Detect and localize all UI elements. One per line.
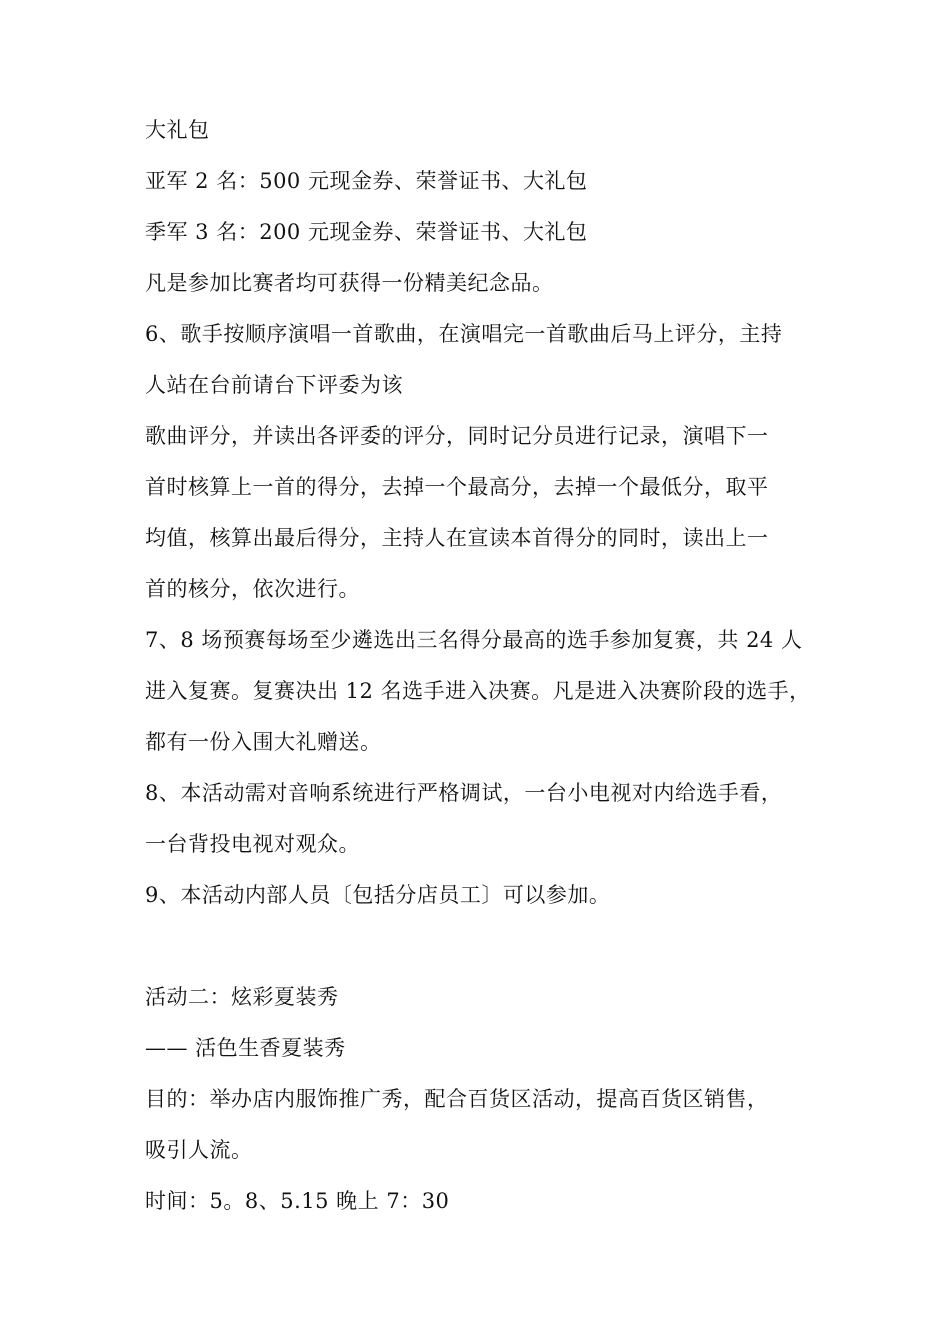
text-line: 凡是参加比赛者均可获得一份精美纪念品。 (145, 271, 554, 295)
section-subheading: —— 活色生香夏装秀 (145, 1036, 346, 1060)
text-line: 一台背投电视对观众。 (145, 832, 360, 856)
text-line: 首时核算上一首的得分，去掉一个最高分，去掉一个最低分，取平 (145, 475, 769, 499)
section-heading: 活动二：炫彩夏装秀 (145, 985, 339, 1009)
text-line: 进入复赛。复赛决出 12 名选手进入决赛。凡是进入决赛阶段的选手， (145, 679, 811, 703)
text-line: 都有一份入围大礼赠送。 (145, 730, 382, 754)
text-line: 8、本活动需对音响系统进行严格调试，一台小电视对内给选手看， (145, 781, 783, 805)
text-line: 人站在台前请台下评委为该 (145, 373, 403, 397)
text-line: 6、歌手按顺序演唱一首歌曲，在演唱完一首歌曲后马上评分，主持 (145, 322, 783, 346)
text-line: 7、8 场预赛每场至少遴选出三名得分最高的选手参加复赛，共 24 人 (145, 628, 803, 652)
text-line: 大礼包 (145, 118, 210, 142)
text-line: 均值，核算出最后得分，主持人在宣读本首得分的同时，读出上一 (145, 526, 769, 550)
text-line: 目的：举办店内服饰推广秀，配合百货区活动，提高百货区销售， (145, 1087, 769, 1111)
text-line: 歌曲评分，并读出各评委的评分，同时记分员进行记录，演唱下一 (145, 424, 769, 448)
text-line: 9、本活动内部人员〔包括分店员工〕可以参加。 (145, 883, 611, 907)
text-line: 时间：5。8、5.15 晚上 7：30 (145, 1189, 450, 1213)
text-line: 吸引人流。 (145, 1138, 253, 1162)
text-line: 亚军 2 名：500 元现金券、荣誉证书、大礼包 (145, 169, 588, 193)
text-line: 季军 3 名：200 元现金券、荣誉证书、大礼包 (145, 220, 588, 244)
text-line: 首的核分，依次进行。 (145, 577, 360, 601)
